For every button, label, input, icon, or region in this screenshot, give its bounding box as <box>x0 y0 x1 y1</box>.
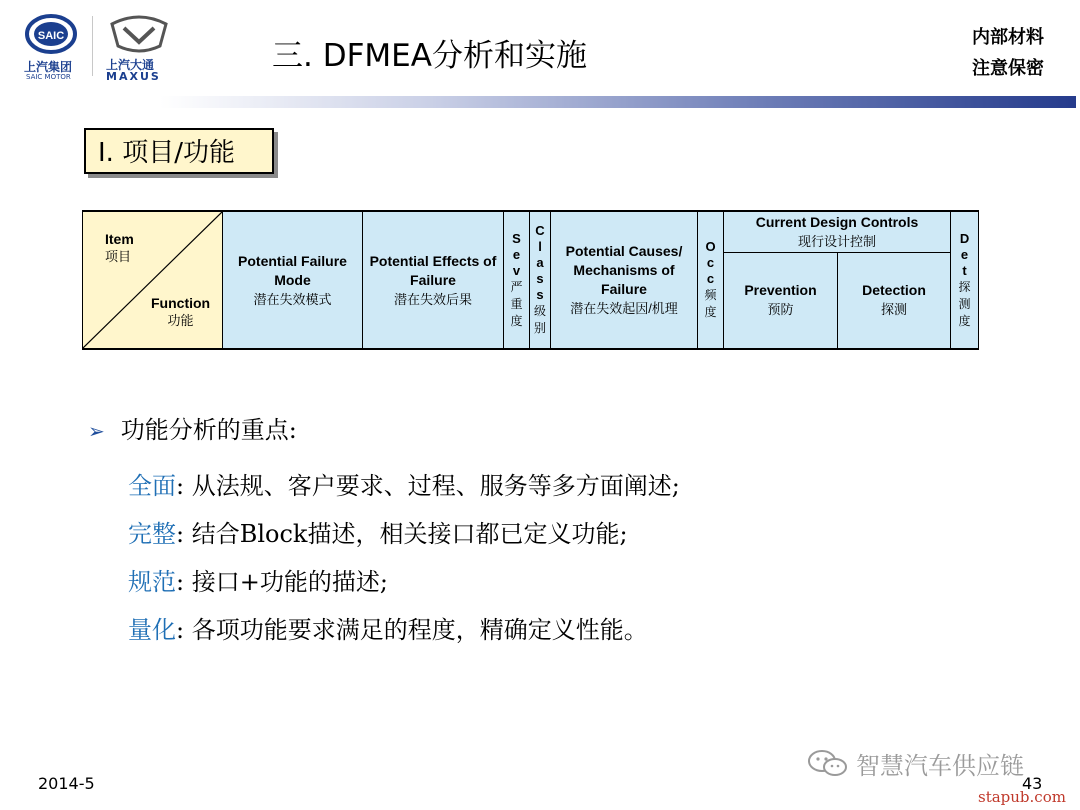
function-label-en: Function <box>151 295 211 311</box>
sev-cn: 严重度 <box>510 279 523 328</box>
detection-cn: 探测 <box>881 302 908 318</box>
design-controls-header <box>724 211 951 252</box>
list-item-text: : 接口+功能的描述; <box>176 568 388 596</box>
effects-cn: 潜在失效后果 <box>393 291 472 307</box>
confidential-label <box>972 22 1044 84</box>
occ-header <box>698 211 724 349</box>
saic-emblem-icon <box>20 12 82 62</box>
dfmea-header-table <box>82 210 979 350</box>
saic-logo-sub: SAIC MOTOR <box>26 73 71 81</box>
list-item <box>128 514 628 549</box>
page-number: 43 <box>1022 774 1043 793</box>
failure-mode-cn: 潜在失效模式 <box>253 291 332 307</box>
sev-en: S e v <box>512 230 521 278</box>
footer-date: 2014-5 <box>38 774 95 793</box>
bullet-heading-text: 功能分析的重点: <box>120 416 297 444</box>
item-label-en: Item <box>105 231 134 247</box>
watermark-text: 智慧汽车供应链 <box>856 752 1024 780</box>
class-header <box>530 211 551 349</box>
effects-en: Potential Effects of Failure <box>369 252 497 288</box>
header-gradient-bar <box>160 96 1076 108</box>
sev-header <box>504 211 530 349</box>
logo-divider <box>92 16 93 76</box>
class-cn: 级别 <box>533 304 546 335</box>
det-cn: 探测度 <box>958 279 971 328</box>
saic-logo-name: 上汽集团 <box>24 60 73 74</box>
failure-mode-en: Potential Failure Mode <box>238 252 347 288</box>
wechat-watermark-icon <box>806 748 850 778</box>
list-item-text: : 结合Block描述，相关接口都已定义功能; <box>176 520 628 548</box>
list-item-key: 完整 <box>128 520 176 548</box>
causes-header <box>551 211 698 349</box>
item-label <box>105 230 134 266</box>
function-label <box>151 294 210 330</box>
prevention-en: Prevention <box>744 282 817 299</box>
design-controls-en: Current Design Controls <box>755 213 919 230</box>
causes-en: Potential Causes/ Mechanisms of Failure <box>565 243 683 297</box>
maxus-emblem-icon <box>102 12 176 58</box>
bullet-heading <box>88 410 297 445</box>
confidential-line-1: 内部材料 <box>972 27 1044 48</box>
confidential-line-2: 注意保密 <box>972 58 1044 79</box>
list-item-text: : 从法规、客户要求、过程、服务等多方面阐述; <box>176 472 680 500</box>
list-item <box>128 562 388 597</box>
maxus-logo <box>102 12 176 82</box>
effects-header <box>363 211 504 349</box>
prevention-cn: 预防 <box>767 302 794 318</box>
occ-cn: 频度 <box>704 288 717 319</box>
item-function-cell <box>83 211 223 349</box>
maxus-logo-name: 上汽大通 <box>106 58 155 72</box>
list-item-key: 量化 <box>128 616 176 644</box>
list-item <box>128 466 680 501</box>
section-title-box: I. 项目/功能 <box>84 128 274 174</box>
occ-en: O c c <box>705 239 716 286</box>
det-en: D e t <box>959 230 970 278</box>
saic-logo <box>20 12 82 82</box>
prevention-header <box>724 252 838 349</box>
maxus-logo-sub: MAXUS <box>106 70 161 83</box>
list-item-key: 规范 <box>128 568 176 596</box>
detection-en: Detection <box>862 282 926 299</box>
det-header <box>951 211 979 349</box>
failure-mode-header <box>223 211 363 349</box>
list-item-text: : 各项功能要求满足的程度，精确定义性能。 <box>176 616 648 644</box>
class-en: C l a s s <box>535 223 545 302</box>
detection-header <box>838 252 951 349</box>
svg-text:SAIC: SAIC <box>37 30 65 42</box>
list-item-key: 全面 <box>128 472 176 500</box>
site-watermark: stapub.com <box>978 788 1066 806</box>
causes-cn: 潜在失效起因/机理 <box>570 301 678 316</box>
item-label-cn: 项目 <box>105 249 132 264</box>
design-controls-cn: 现行设计控制 <box>798 233 877 249</box>
function-label-cn: 功能 <box>167 313 194 328</box>
list-item <box>128 610 648 645</box>
page-title: 三. DFMEA分析和实施 <box>272 38 587 74</box>
arrow-bullet-icon: ➢ <box>88 419 105 443</box>
